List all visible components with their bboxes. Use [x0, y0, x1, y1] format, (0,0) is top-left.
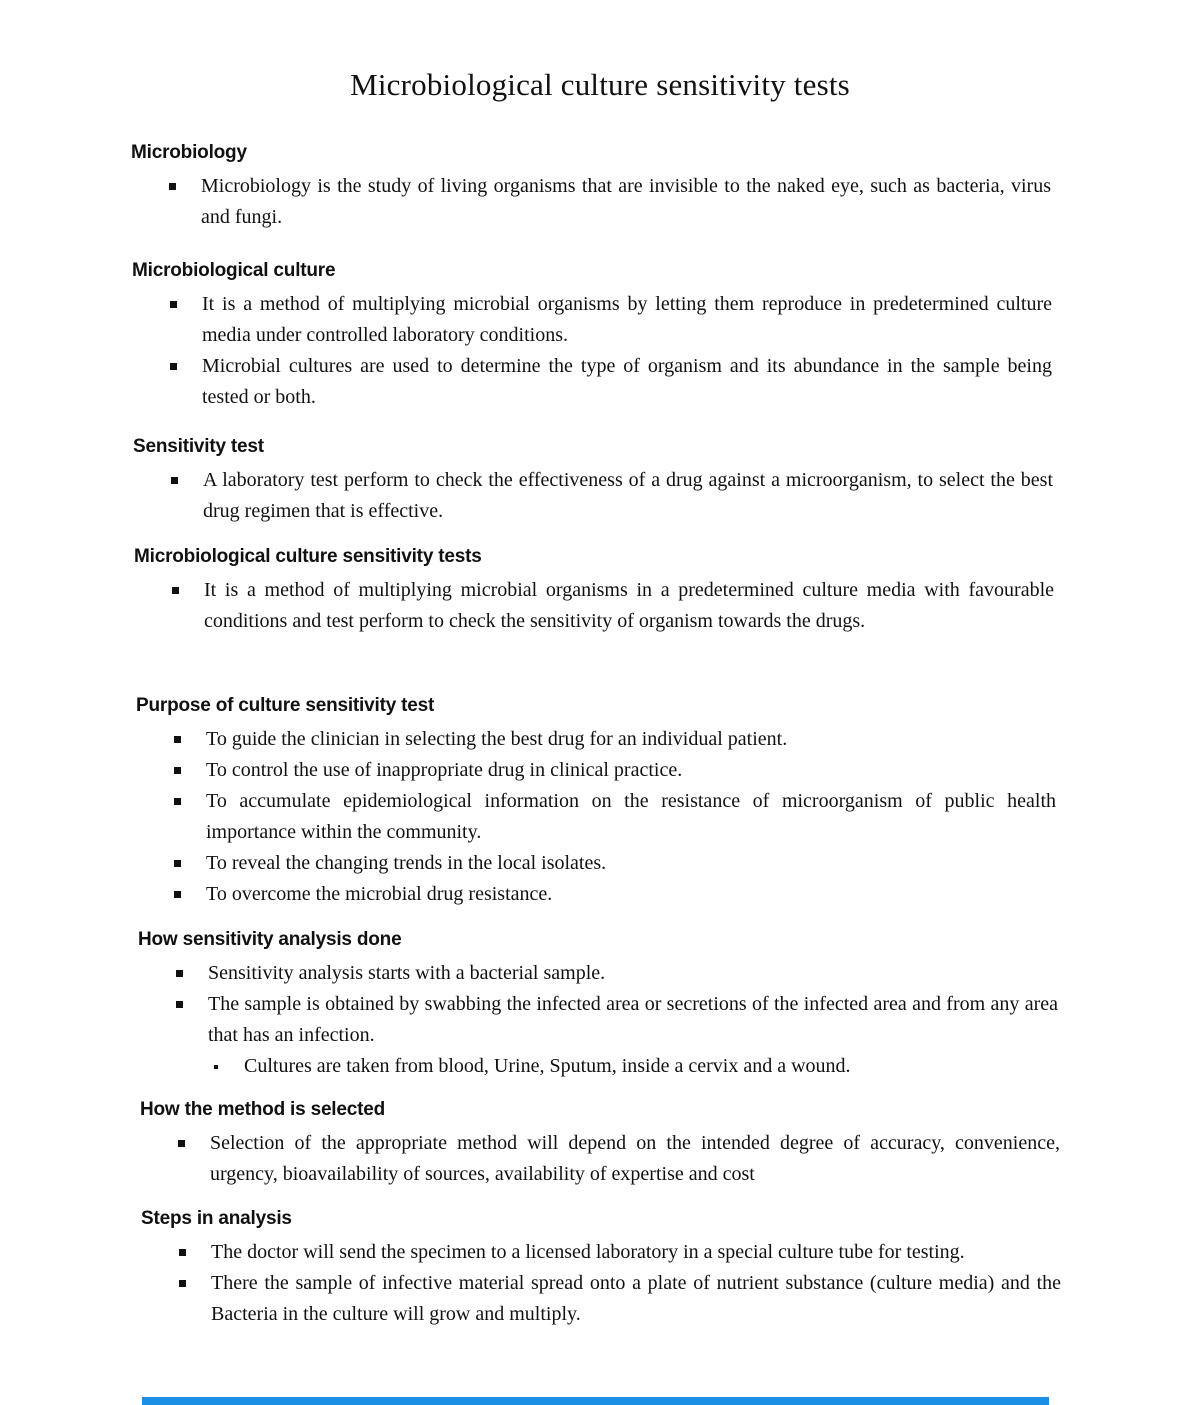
- bullet-list: [140, 1128, 1060, 1190]
- list-item-text: Cultures are taken from blood, Urine, Sputum, inside a cervix and a wound.: [244, 1055, 851, 1077]
- list-item: [141, 1237, 1061, 1268]
- list-item-text: It is a method of multiplying microbial organisms in a predetermined culture media with favourable conditions and test perform to check the sensitivity of organism towards the drugs.: [204, 579, 1054, 632]
- section-purpose: [136, 694, 1056, 910]
- section-heading: Microbiology: [131, 142, 247, 163]
- bullet-list: [141, 1237, 1061, 1330]
- section-microbiology: [131, 141, 1051, 233]
- section-heading: Purpose of culture sensitivity test: [136, 695, 435, 716]
- list-item: [138, 958, 1058, 989]
- section-microbiological-culture: [132, 259, 1052, 413]
- list-item: [140, 1128, 1060, 1190]
- section-culture-sensitivity-tests: [134, 545, 1054, 637]
- list-item: [134, 575, 1054, 637]
- list-item-text: To control the use of inappropriate drug in clinical practice.: [206, 759, 683, 781]
- list-item-text: To reveal the changing trends in the local isolates.: [206, 852, 607, 874]
- dot-bullet-icon: [214, 1065, 218, 1069]
- bullet-list: [134, 575, 1054, 637]
- section-heading: How sensitivity analysis done: [138, 929, 402, 950]
- square-bullet-icon: [170, 363, 177, 370]
- list-item: [131, 171, 1051, 233]
- square-bullet-icon: [174, 860, 181, 867]
- section-heading: Microbiological culture sensitivity tests: [134, 546, 482, 567]
- square-bullet-icon: [176, 1001, 183, 1008]
- list-item-text: To accumulate epidemiological information on the resistance of microorganism of public health importance within the community.: [206, 790, 1056, 843]
- section-how-analysis-done: [138, 928, 1058, 1082]
- list-item-text: Selection of the appropriate method will depend on the intended degree of accuracy, convenience, urgency, bioavailability of sources, availability of expertise and cost: [210, 1132, 1060, 1185]
- list-item: [132, 351, 1052, 413]
- square-bullet-icon: [172, 587, 179, 594]
- list-item: [136, 724, 1056, 755]
- list-item: [133, 465, 1053, 527]
- square-bullet-icon: [179, 1280, 186, 1287]
- square-bullet-icon: [176, 970, 183, 977]
- sub-bullet-list: [138, 1051, 1058, 1082]
- list-item: [136, 755, 1056, 786]
- section-heading: Sensitivity test: [133, 436, 264, 457]
- square-bullet-icon: [171, 477, 178, 484]
- list-item: [132, 289, 1052, 351]
- page-title: Microbiological culture sensitivity tests: [350, 67, 850, 102]
- list-item: [138, 1051, 1058, 1082]
- list-item: [136, 879, 1056, 910]
- square-bullet-icon: [174, 767, 181, 774]
- list-item: [141, 1268, 1061, 1330]
- section-heading: How the method is selected: [140, 1099, 386, 1120]
- square-bullet-icon: [170, 301, 177, 308]
- section-steps-in-analysis: [141, 1207, 1061, 1330]
- list-item: [138, 989, 1058, 1051]
- bullet-list: [136, 724, 1056, 910]
- list-item-text: It is a method of multiplying microbial organisms by letting them reproduce in predetermined culture media under controlled laboratory conditions.: [202, 293, 1052, 346]
- list-item-text: There the sample of infective material spread onto a plate of nutrient substance (culture media) and the Bacteria in the culture will grow and multiply.: [211, 1272, 1061, 1325]
- section-sensitivity-test: [133, 435, 1053, 527]
- footer-accent-bar: [142, 1397, 1049, 1405]
- section-heading: Microbiological culture: [132, 260, 336, 281]
- list-item-text: Microbial cultures are used to determine the type of organism and its abundance in the sample being tested or both.: [202, 355, 1052, 408]
- square-bullet-icon: [174, 798, 181, 805]
- section-heading: Steps in analysis: [141, 1208, 292, 1229]
- list-item-text: Sensitivity analysis starts with a bacterial sample.: [208, 962, 606, 984]
- bullet-list: [138, 958, 1058, 1051]
- bullet-list: [131, 171, 1051, 233]
- list-item-text: The doctor will send the specimen to a licensed laboratory in a special culture tube for testing.: [211, 1241, 965, 1263]
- list-item-text: Microbiology is the study of living organisms that are invisible to the naked eye, such as bacteria, virus and fungi.: [201, 175, 1051, 228]
- square-bullet-icon: [174, 891, 181, 898]
- square-bullet-icon: [178, 1140, 185, 1147]
- list-item: [136, 786, 1056, 848]
- bullet-list: [133, 465, 1053, 527]
- square-bullet-icon: [179, 1249, 186, 1256]
- list-item-text: A laboratory test perform to check the effectiveness of a drug against a microorganism, to select the best drug regimen that is effective.: [203, 469, 1053, 522]
- list-item-text: To guide the clinician in selecting the best drug for an individual patient.: [206, 728, 788, 750]
- list-item: [136, 848, 1056, 879]
- list-item-text: To overcome the microbial drug resistance.: [206, 883, 553, 905]
- bullet-list: [132, 289, 1052, 413]
- list-item-text: The sample is obtained by swabbing the infected area or secretions of the infected area and from any area that has an infection.: [208, 993, 1058, 1046]
- square-bullet-icon: [174, 736, 181, 743]
- section-method-selected: [140, 1098, 1060, 1190]
- square-bullet-icon: [169, 183, 176, 190]
